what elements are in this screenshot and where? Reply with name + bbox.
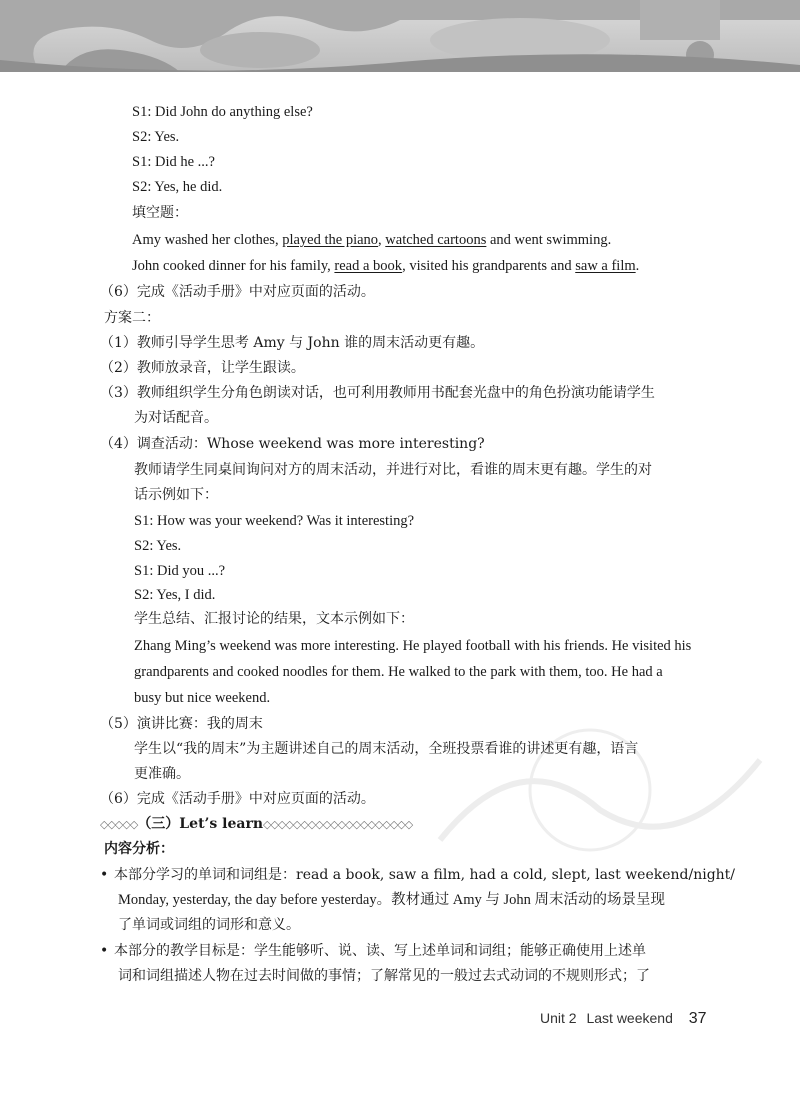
step-5-desc-cont: 更准确。 bbox=[134, 766, 190, 782]
footer-unit: Unit 2 bbox=[540, 1010, 577, 1026]
content-analysis-heading: 内容分析： bbox=[104, 841, 174, 857]
step-4-summary: 学生总结、汇报讨论的结果，文本示例如下： bbox=[134, 611, 414, 627]
bullet-1: • 本部分学习的单词和词组是：read a book, saw a film, had a cold, slept, last weekend/night/ bbox=[100, 867, 736, 883]
example-paragraph-line: grandparents and cooked noodles for them. He walked to the park with them, too. He had a bbox=[134, 664, 663, 680]
dialog-line: S2: Yes. bbox=[132, 129, 180, 145]
plan-2-heading: 方案二： bbox=[104, 310, 160, 326]
section-heading-lets-learn: ◇◇◇◇◇（三）Let’s learn◇◇◇◇◇◇◇◇◇◇◇◇◇◇◇◇◇◇◇◇ bbox=[100, 816, 413, 832]
dialog-line: S1: How was your weekend? Was it interesting? bbox=[134, 513, 415, 529]
bullet-1-cont: 了单词或词组的词形和意义。 bbox=[118, 917, 300, 933]
step-4-desc-cont: 话示例如下： bbox=[134, 487, 218, 503]
dialog-line: S1: Did he ...? bbox=[132, 154, 215, 170]
step-3: （3）教师组织学生分角色朗读对话，也可利用教师用书配套光盘中的角色扮演功能请学生 bbox=[100, 385, 655, 401]
dialog-line: S2: Yes, I did. bbox=[134, 587, 216, 603]
footer-title: Last weekend bbox=[586, 1010, 673, 1026]
fill-sentence-amy: Amy washed her clothes, played the piano, watched cartoons and went swimming. bbox=[132, 232, 612, 248]
step-4-title: （4）调查活动：Whose weekend was more interesting? bbox=[100, 436, 485, 452]
header-banner bbox=[0, 0, 800, 72]
example-paragraph-line: busy but nice weekend. bbox=[134, 690, 271, 706]
page-number: 37 bbox=[688, 1010, 707, 1027]
bullet-dot-icon: • bbox=[100, 867, 109, 883]
decorative-banner-art bbox=[0, 0, 800, 72]
step-4-desc: 教师请学生同桌间询问对方的周末活动，并进行对比，看谁的周末更有趣。学生的对 bbox=[134, 462, 652, 478]
bullet-2-cont: 词和词组描述人物在过去时间做的事情；了解常见的一般过去式动词的不规则形式；了 bbox=[118, 968, 650, 984]
step-1: （1）教师引导学生思考 Amy 与 John 谁的周末活动更有趣。 bbox=[100, 335, 485, 351]
step-6a: （6）完成《活动手册》中对应页面的活动。 bbox=[100, 284, 375, 300]
dialog-line: S1: Did you ...? bbox=[134, 563, 226, 579]
dialog-line: S2: Yes. bbox=[134, 538, 182, 554]
step-5-title: （5）演讲比赛：我的周末 bbox=[100, 716, 263, 732]
bullet-2: • 本部分的教学目标是：学生能够听、说、读、写上述单词和词组；能够正确使用上述单 bbox=[100, 943, 646, 959]
step-5-desc: 学生以“我的周末”为主题讲述自己的周末活动，全班投票看谁的讲述更有趣，语言 bbox=[134, 741, 639, 757]
dialog-line: S1: Did John do anything else? bbox=[132, 104, 313, 120]
step-2: （2）教师放录音，让学生跟读。 bbox=[100, 360, 305, 376]
bullet-dot-icon: • bbox=[100, 943, 109, 959]
example-paragraph-line: Zhang Ming’s weekend was more interesting. He played football with his friends. He visited his bbox=[134, 638, 692, 654]
fill-blank-label: 填空题： bbox=[132, 205, 188, 221]
step-3-cont: 为对话配音。 bbox=[134, 410, 218, 426]
dialog-line: S2: Yes, he did. bbox=[132, 179, 223, 195]
bullet-1-cont: Monday, yesterday, the day before yesterday。教材通过 Amy 与 John 周末活动的场景呈现 bbox=[118, 892, 666, 908]
fill-sentence-john: John cooked dinner for his family, read a book, visited his grandparents and saw a film. bbox=[132, 258, 640, 274]
page-footer bbox=[540, 1010, 707, 1028]
step-6b: （6）完成《活动手册》中对应页面的活动。 bbox=[100, 791, 375, 807]
